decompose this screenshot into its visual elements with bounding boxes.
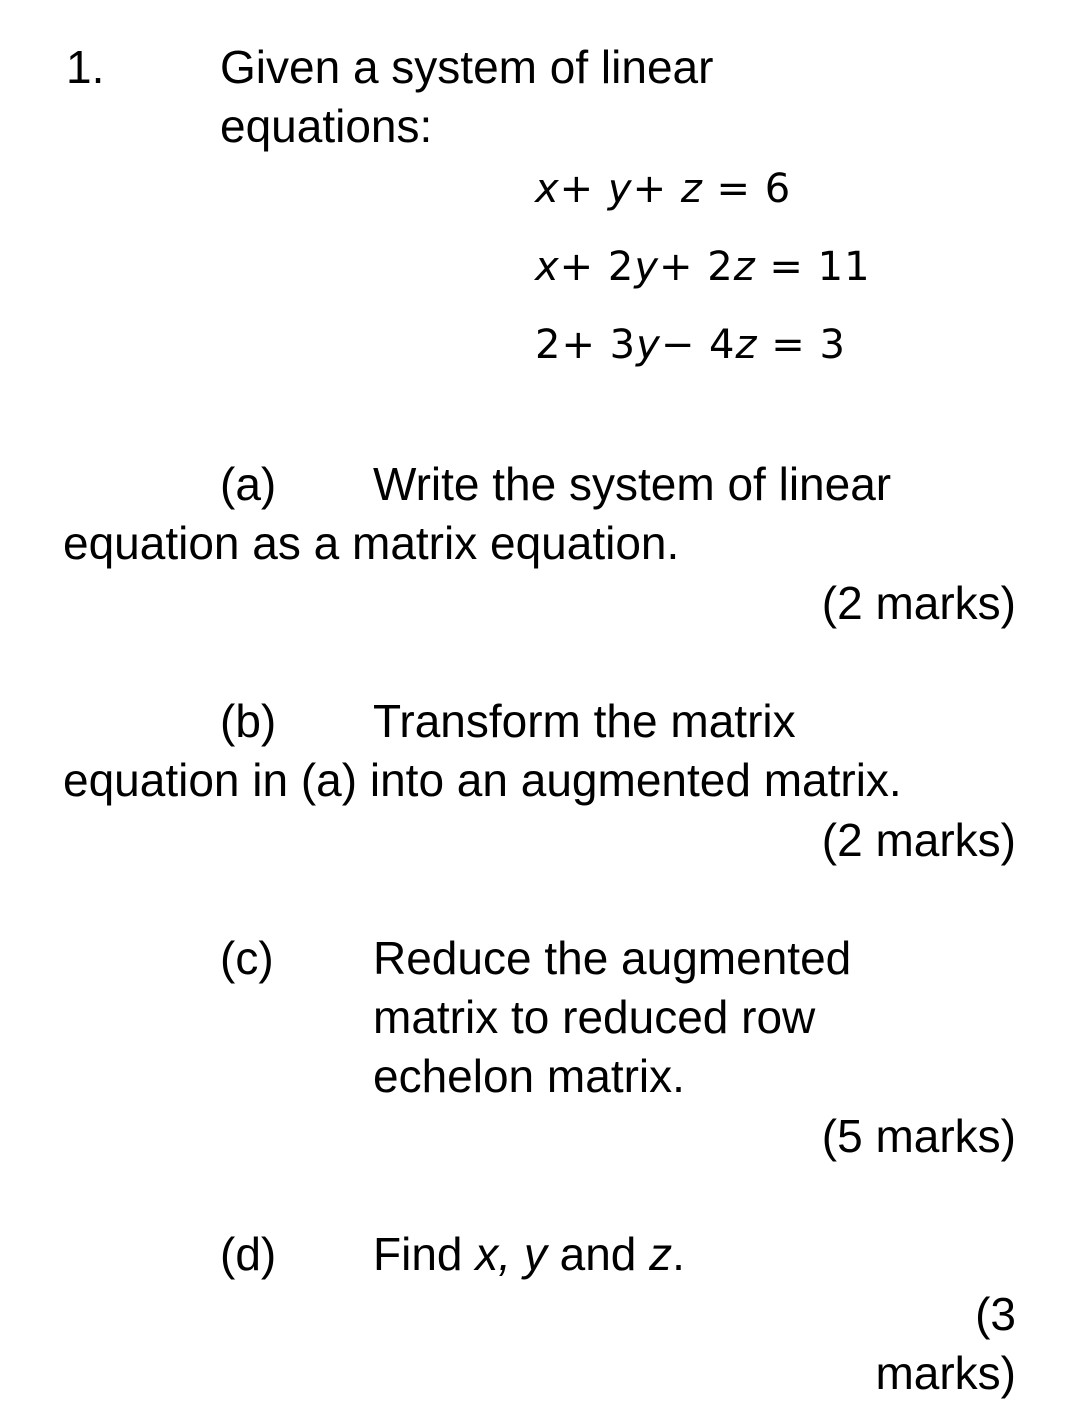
equation-3-op-2: − 4 [660,322,736,368]
part-d-find: Find [373,1228,476,1280]
equation-3-term-1: 2 [535,322,562,368]
equation-1 [535,164,791,214]
question-number: 1. [66,41,105,93]
part-d-label: (d) [220,1228,277,1280]
equation-2-rhs: = 11 [755,244,871,290]
equation-1-term-3: z [680,166,703,212]
equation-3-term-2: y [636,322,661,368]
equation-2-term-1: x [535,244,560,290]
question-intro-line2: equations: [220,100,433,152]
part-d-var-z: z [649,1228,673,1280]
part-d-var-x: x, [475,1228,512,1280]
equation-1-op-2: + [632,166,681,212]
part-d-var-y: y [511,1228,547,1280]
equation-2-op-1: + 2 [559,244,635,290]
equation-2-term-3: z [733,244,756,290]
part-b-line1: Transform the matrix [373,695,796,747]
equation-3-op-1: + 3 [561,322,637,368]
part-d-marks-line2: marks) [875,1347,1016,1399]
equation-3-term-3: z [735,322,758,368]
part-c-label: (c) [220,932,274,984]
question-intro-line1: Given a system of linear [220,41,714,93]
part-d-period: . [672,1228,685,1280]
part-a-line2: equation as a matrix equation. [63,517,680,569]
part-c-line2: matrix to reduced row [373,991,816,1043]
part-a-label: (a) [220,458,277,510]
part-d-text [373,1225,685,1283]
equation-2-op-2: + 2 [659,244,734,290]
equation-2-term-2: y [634,244,660,290]
equation-3-rhs: = 3 [757,322,846,368]
equation-2 [535,242,871,292]
part-a-marks: (2 marks) [821,577,1016,629]
equation-1-rhs: = 6 [702,166,792,212]
part-c-line1: Reduce the augmented [373,932,852,984]
part-b-line2: equation in (a) into an augmented matrix. [63,754,902,806]
equation-1-term-1: x [535,166,560,212]
part-c-line3: echelon matrix. [373,1050,685,1102]
part-b-label: (b) [220,695,277,747]
part-a-line1: Write the system of linear [373,458,892,510]
equation-1-op-1: + [559,166,608,212]
equation-1-term-2: y [607,166,633,212]
part-d-marks-line1: (3 [975,1288,1016,1340]
part-d-and: and [546,1228,650,1280]
part-c-marks: (5 marks) [821,1110,1016,1162]
equation-3 [535,320,846,370]
part-b-marks: (2 marks) [821,814,1016,866]
